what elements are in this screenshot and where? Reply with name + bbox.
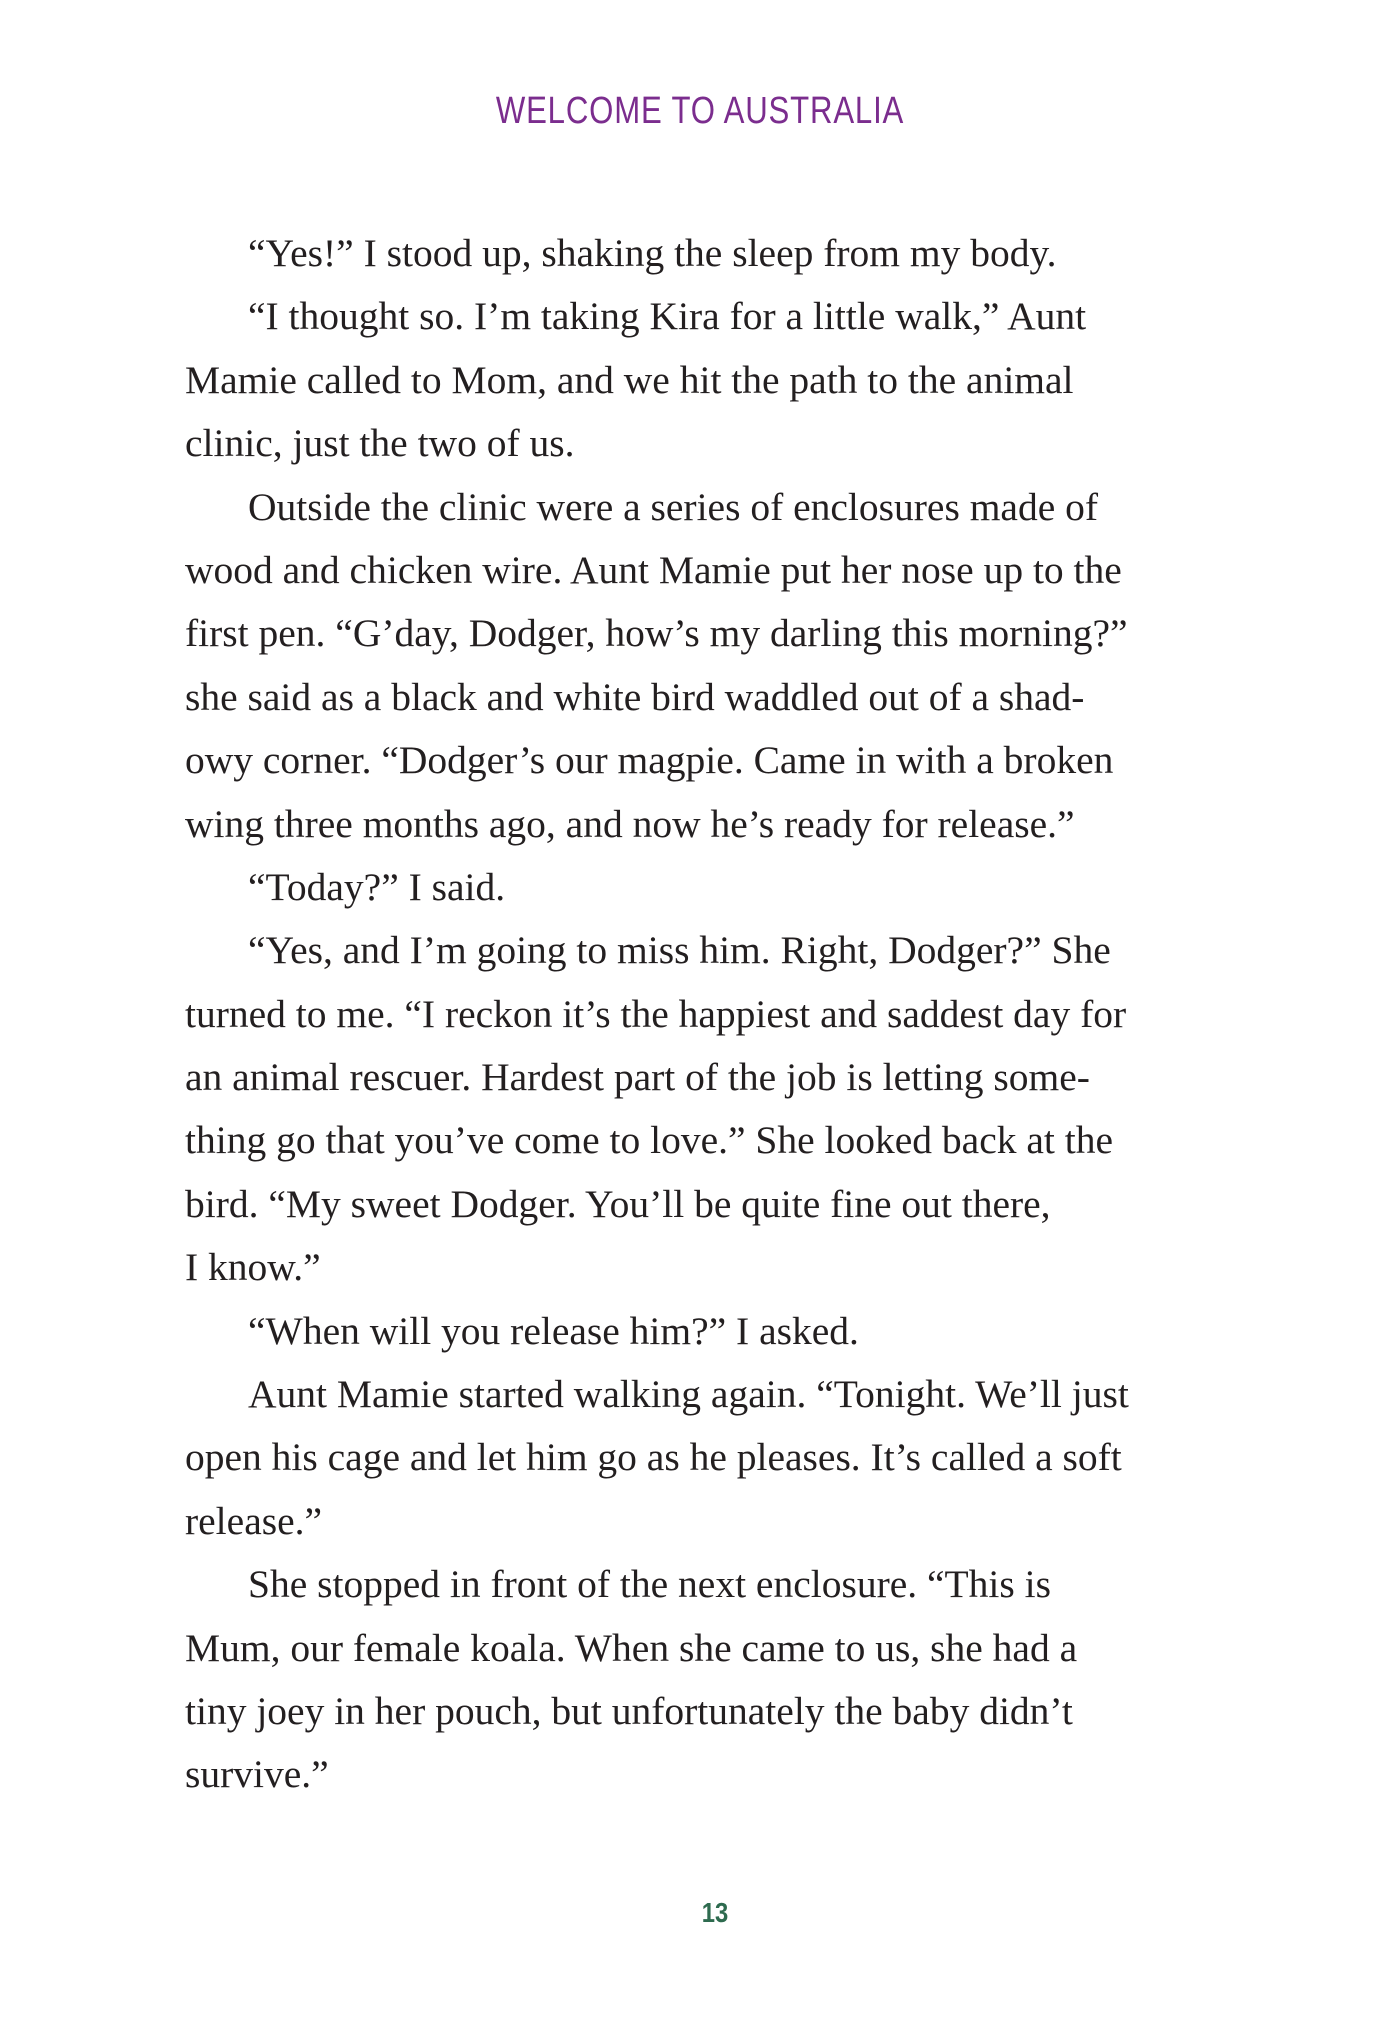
text-line: Outside the clinic were a series of enclosures made of bbox=[248, 484, 1099, 529]
text-line: she said as a black and white bird waddled out of a shad- bbox=[185, 674, 1085, 719]
text-line: thing go that you’ve come to love.” She looked back at the bbox=[185, 1118, 1113, 1163]
text-line: “Yes!” I stood up, shaking the sleep from my body. bbox=[248, 231, 1057, 275]
text-line: She stopped in front of the next enclosure. “This is bbox=[248, 1562, 1051, 1607]
text-line: Aunt Mamie started walking again. “Tonight. We’ll just bbox=[248, 1372, 1129, 1417]
text-line: I know.” bbox=[185, 1245, 321, 1290]
text-line: “Yes, and I’m going to miss him. Right, Dodger?” She bbox=[248, 928, 1111, 973]
text-line: wing three months ago, and now he’s ready for release.” bbox=[185, 801, 1075, 846]
text-line: Mum, our female koala. When she came to us, she had a bbox=[185, 1625, 1078, 1670]
text-line: “I thought so. I’m taking Kira for a little walk,” Aunt bbox=[248, 294, 1087, 339]
text-line: owy corner. “Dodger’s our magpie. Came in with a broken bbox=[185, 738, 1114, 783]
text-line: release.” bbox=[185, 1498, 323, 1543]
running-header: WELCOME TO AUSTRALIA bbox=[495, 90, 905, 132]
text-line: clinic, just the two of us. bbox=[185, 421, 575, 466]
page-number: 13 bbox=[701, 1897, 729, 1928]
text-line: Mamie called to Mom, and we hit the path to the animal bbox=[185, 357, 1074, 402]
text-line: first pen. “G’day, Dodger, how’s my darling this morning?” bbox=[185, 611, 1128, 656]
text-line: open his cage and let him go as he pleases. It’s called a soft bbox=[185, 1435, 1122, 1480]
text-line: survive.” bbox=[185, 1752, 329, 1797]
text-line: turned to me. “I reckon it’s the happiest and saddest day for bbox=[185, 991, 1127, 1036]
text-line: “When will you release him?” I asked. bbox=[248, 1308, 859, 1353]
text-line: an animal rescuer. Hardest part of the job is letting some- bbox=[185, 1055, 1090, 1100]
text-line: bird. “My sweet Dodger. You’ll be quite fine out there, bbox=[185, 1181, 1051, 1226]
body-text bbox=[185, 222, 1235, 1807]
text-line: wood and chicken wire. Aunt Mamie put her nose up to the bbox=[185, 547, 1122, 592]
text-line: tiny joey in her pouch, but unfortunately the baby didn’t bbox=[185, 1688, 1073, 1733]
text-line: “Today?” I said. bbox=[248, 864, 506, 909]
